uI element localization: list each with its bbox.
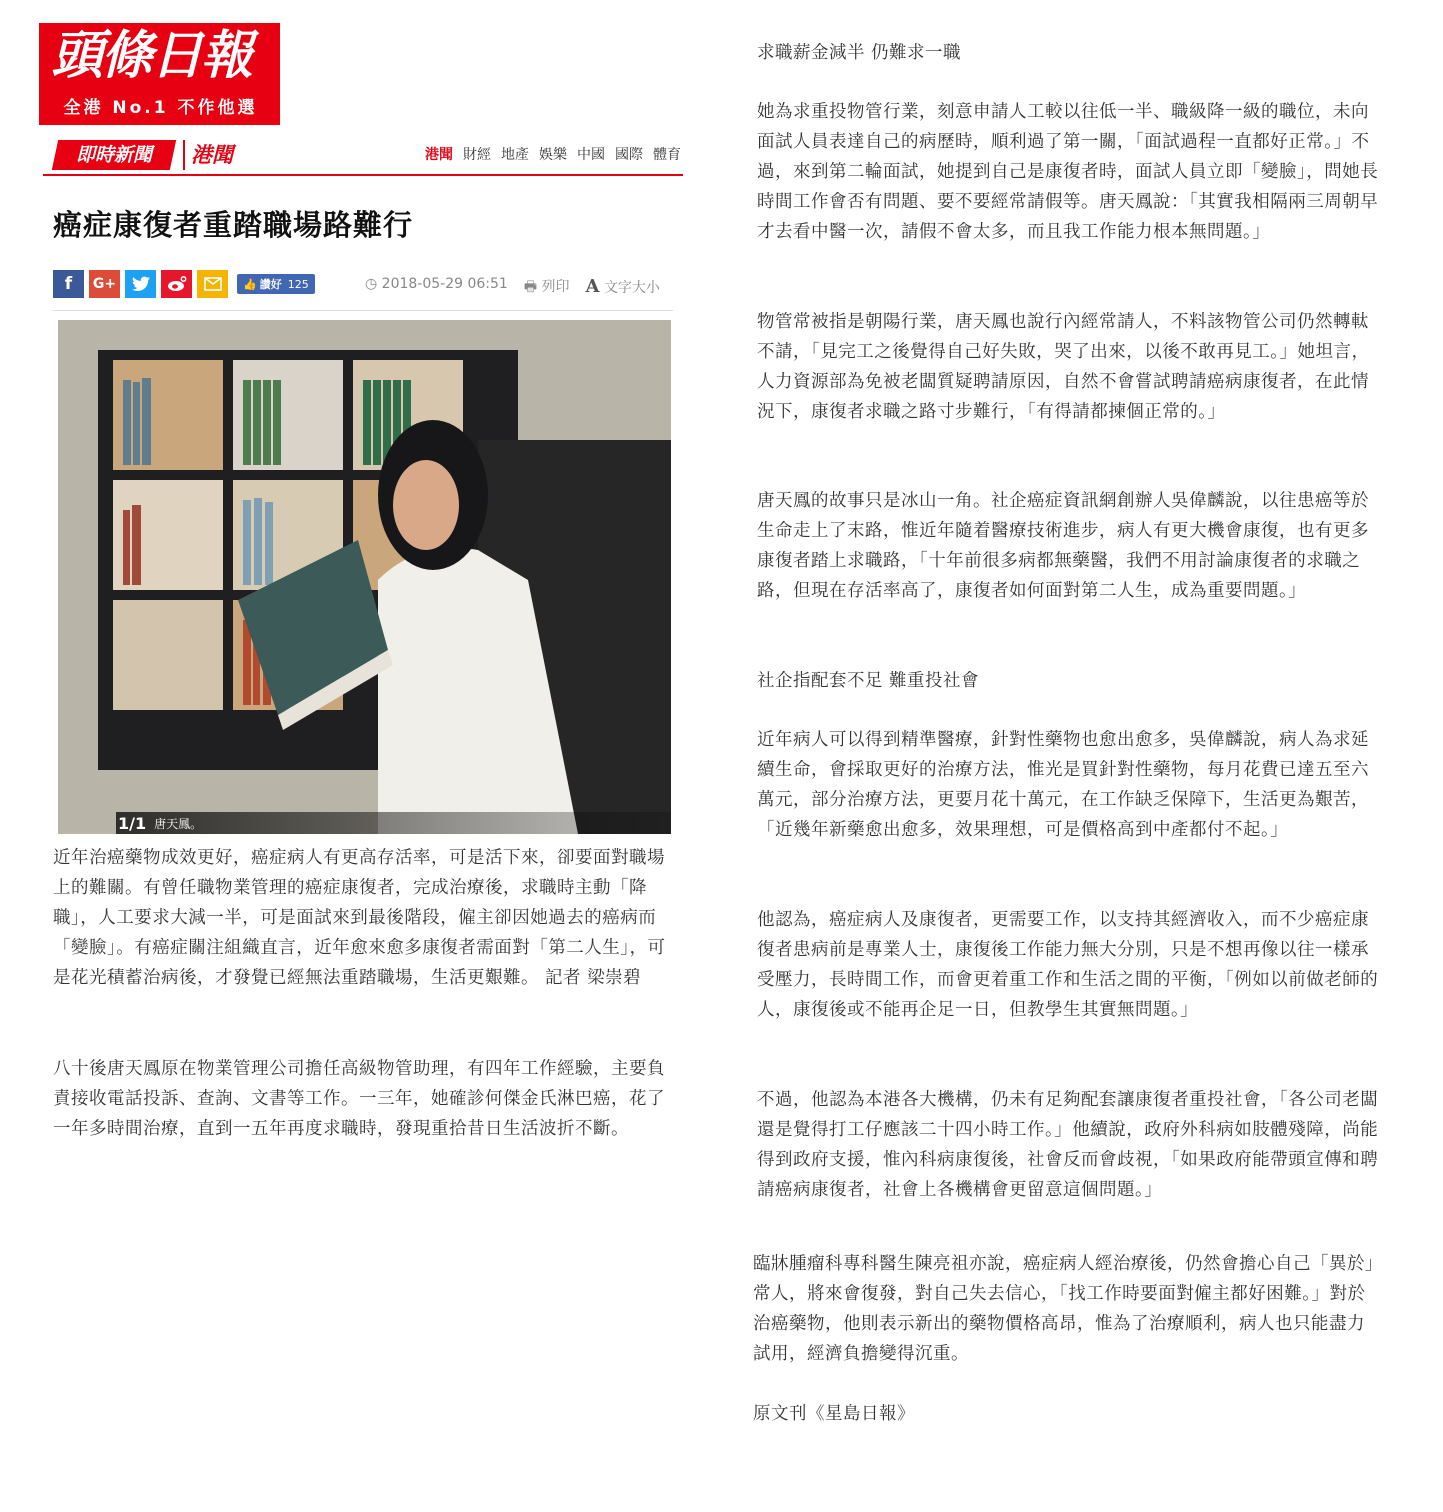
photo-caption: 唐天鳳。 bbox=[154, 816, 203, 831]
twitter-icon bbox=[132, 276, 150, 292]
lead-paragraph: 近年治癌藥物成效更好，癌症病人有更高存活率，可是活下來，卻要面對職場上的難關。有曾任職物業管理的癌症康復者，完成治療後，求職時主動「降職」，人工要求大減一半，可是面試來到最後階段，僱主卻因她過去的癌病而「變臉」。有癌症關注組織直言，近年愈來愈多康復者需面對「第二人生」，可是花光積蓄治病後，才發覺已經無法重踏職場，生活更艱難。 記者 梁崇碧 bbox=[53, 848, 666, 988]
body-paragraph: 臨牀腫瘤科專科醫生陳亮祖亦說，癌症病人經治療後，仍然會擔心自己「異於」常人，將來會復發，對自己失去信心，「找工作時要面對僱主都好困難。」對於治癌藥物，他則表示新出的藥物價格高昂，惟為了治療順利，病人也只能盡力試用，經濟負擔變得沉重。 bbox=[753, 1254, 1375, 1364]
clock-icon: ◷ bbox=[365, 276, 378, 292]
publish-time bbox=[365, 276, 508, 300]
divider bbox=[53, 310, 673, 311]
site-logo[interactable] bbox=[39, 23, 280, 125]
share-bar bbox=[53, 270, 315, 298]
print-label: 列印 bbox=[541, 279, 570, 295]
nav-item[interactable]: 國際 bbox=[615, 147, 643, 163]
print-button[interactable] bbox=[524, 276, 570, 300]
photo-caption-bar bbox=[116, 812, 671, 834]
body-paragraph: 唐天鳳的故事只是冰山一角。社企癌症資訊網創辦人吳偉麟說，以往患癌等於生命走上了末路，惟近年隨着醫療技術進步，病人有更大機會康復，也有更多康復者踏上求職路，「十年前很多病都無藥醫，我們不用討論康復者的求職之路，但現在存活率高了，康復者如何面對第二人生，成為重要問題。」 bbox=[757, 491, 1369, 601]
weibo-icon bbox=[167, 276, 187, 292]
twitter-share-button[interactable] bbox=[125, 270, 156, 298]
email-share-button[interactable] bbox=[197, 270, 228, 298]
font-size-icon: A bbox=[585, 276, 600, 297]
photo-counter: 1/1 bbox=[118, 813, 147, 833]
font-size-button[interactable] bbox=[586, 276, 660, 300]
source-credit: 原文刊《星島日報》 bbox=[753, 1404, 915, 1424]
section-name: 港聞 bbox=[183, 140, 233, 170]
instant-news-label: 即時新聞 bbox=[75, 144, 152, 166]
body-paragraph: 物管常被指是朝陽行業，唐天鳳也說行內經常請人，不料該物管公司仍然轉軚不請，「見完工之後覺得自己好失敗，哭了出來，以後不敢再見工。」她坦言，人力資源部為免被老闆質疑聘請原因，自然不會嘗試聘請癌病康復者，在此情況下，康復者求職之路寸步難行，「有得請都揀個正常的。」 bbox=[757, 312, 1370, 422]
body-paragraph: 他認為，癌症病人及康復者，更需要工作，以支持其經濟收入，而不少癌症康復者患病前是專業人士，康復後工作能力無大分別，只是不想再像以往一樣承受壓力，長時間工作，而會更着重工作和生活之間的平衡，「例如以前做老師的人，康復後或不能再企足一日，但教學生其實無問題。」 bbox=[757, 910, 1379, 1020]
article-meta bbox=[365, 276, 660, 300]
instant-news-tab[interactable] bbox=[52, 140, 176, 170]
nav-item[interactable]: 地產 bbox=[501, 147, 529, 163]
category-nav bbox=[425, 144, 681, 164]
body-paragraph: 不過，他認為本港各大機構，仍未有足夠配套讓康復者重投社會，「各公司老闆還是覺得打工仔應該二十四小時工作。」他續說，政府外科病如肢體殘障，尚能得到政府支援，惟內科病康復後，社會反而會歧視，「如果政府能帶頭宣傳和聘請癌病康復者，社會上各機構會更留意這個問題。」 bbox=[757, 1090, 1379, 1200]
body-paragraph: 近年病人可以得到精準醫療，針對性藥物也愈出愈多，吳偉麟說，病人為求延續生命，會採取更好的治療方法，惟光是買針對性藥物，每月花費已達五至六萬元，部分治療方法，更要月花十萬元，在工作缺乏保障下，生活更為艱苦，「近幾年新藥愈出愈多，效果理想，可是價格高到中產都付不起。」 bbox=[757, 730, 1369, 840]
section-bar bbox=[43, 138, 683, 176]
like-label: 讚好 bbox=[259, 278, 282, 291]
weibo-share-button[interactable] bbox=[161, 270, 192, 298]
datetime-text: 2018-05-29 06:51 bbox=[381, 276, 508, 292]
email-icon bbox=[204, 277, 222, 291]
like-count: 125 bbox=[287, 277, 309, 291]
logo-name: 頭條日報 bbox=[51, 25, 252, 86]
logo-tagline: 全港 No.1 不作他選 bbox=[63, 98, 258, 118]
nav-item[interactable]: 中國 bbox=[577, 147, 605, 163]
google-plus-icon: G+ bbox=[92, 276, 117, 292]
printer-icon: 🖶 bbox=[523, 279, 538, 295]
body-paragraph: 八十後唐天鳳原在物業管理公司擔任高級物管助理，有四年工作經驗，主要負責接收電話投訴、查詢、文書等工作。一三年，她確診何傑金氏淋巴癌，花了一年多時間治療，直到一五年再度求職時，發現重拾昔日生活波折不斷。 bbox=[53, 1059, 665, 1139]
nav-item[interactable]: 港聞 bbox=[425, 147, 453, 163]
nav-item[interactable]: 娛樂 bbox=[539, 147, 567, 163]
photo-illustration bbox=[58, 320, 671, 834]
font-size-label: 文字大小 bbox=[603, 280, 660, 296]
article-photo[interactable] bbox=[58, 320, 671, 834]
nav-item[interactable]: 財經 bbox=[463, 147, 491, 163]
subheading: 社企指配套不足 難重投社會 bbox=[757, 671, 980, 691]
google-plus-share-button[interactable] bbox=[89, 270, 120, 298]
nav-item[interactable]: 體育 bbox=[653, 147, 681, 163]
like-button[interactable] bbox=[237, 274, 315, 294]
body-paragraph: 她為求重投物管行業，刻意申請人工較以往低一半、職級降一級的職位，未向面試人員表達自己的病歷時，順利過了第一關，「面試過程一直都好正常。」不過，來到第二輪面試，她提到自己是康復者時，面試人員立即「變臉」，問她長時間工作會否有問題、要不要經常請假等。唐天鳳說：「其實我相隔兩三周朝早才去看中醫一次，請假不會太多，而且我工作能力根本無問題。」 bbox=[757, 102, 1379, 242]
facebook-share-button[interactable] bbox=[53, 270, 84, 298]
article-title: 癌症康復者重踏職場路難行 bbox=[53, 208, 414, 242]
thumbs-up-icon: 👍 bbox=[243, 277, 257, 291]
facebook-icon: f bbox=[64, 274, 73, 294]
subheading: 求職薪金減半 仍難求一職 bbox=[757, 43, 962, 63]
